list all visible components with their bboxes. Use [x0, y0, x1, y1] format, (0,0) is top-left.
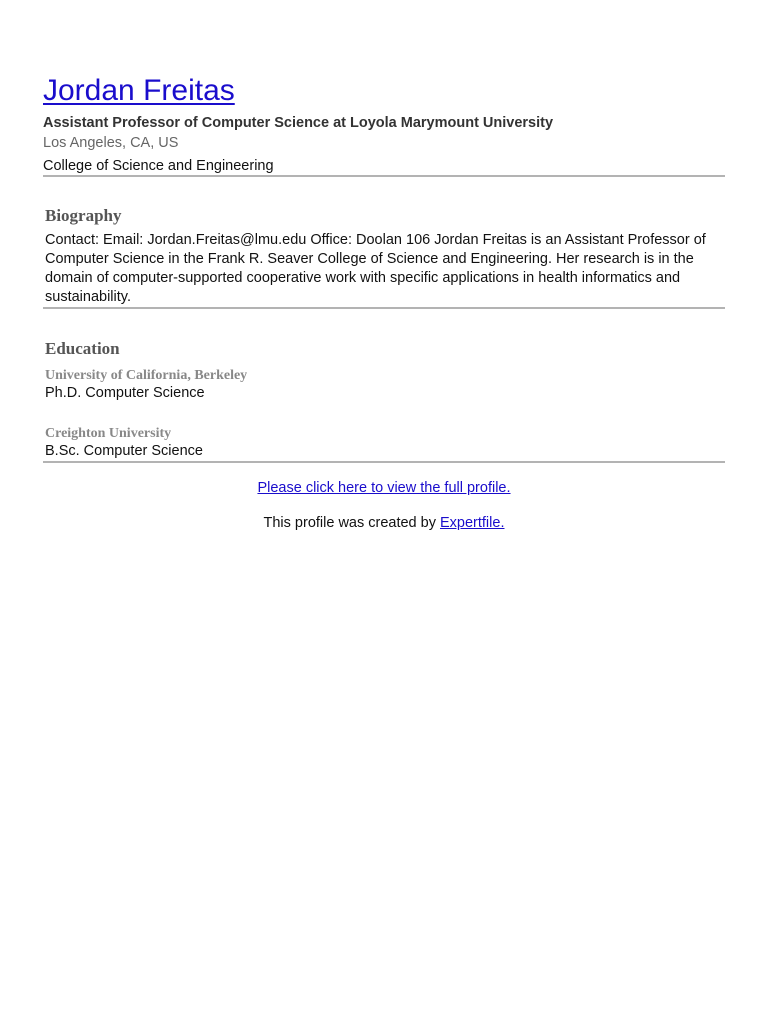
- education-degree: Ph.D. Computer Science: [45, 385, 205, 401]
- divider: [43, 307, 725, 309]
- divider: [43, 175, 725, 177]
- biography-heading: Biography: [45, 206, 122, 225]
- profile-title: Assistant Professor of Computer Science at Loyola Marymount University: [43, 115, 554, 131]
- created-by-row: [43, 514, 725, 532]
- profile-location: Los Angeles, CA, US: [43, 135, 179, 151]
- education-school: University of California, Berkeley: [45, 368, 248, 383]
- full-profile-row: [43, 479, 725, 497]
- created-by-text: This profile was created by: [263, 515, 440, 531]
- divider: [43, 461, 725, 463]
- education-school: Creighton University: [45, 426, 172, 441]
- profile-name-link[interactable]: Jordan Freitas: [43, 74, 235, 107]
- biography-text: Contact: Email: Jordan.Freitas@lmu.edu Office: Doolan 106 Jordan Freitas is an Assistant Professor of Computer Science in the Frank R. Seaver College of Science and Engineering. Her research is in the domain of computer-supported cooperative work with specific applications in health informatics and sustainability.: [45, 232, 706, 305]
- education-item: [45, 367, 725, 403]
- education-heading: Education: [45, 339, 120, 358]
- expertfile-link[interactable]: Expertfile.: [440, 515, 505, 531]
- profile-college: College of Science and Engineering: [43, 158, 274, 174]
- education-item: [45, 425, 725, 461]
- biography-section: [43, 206, 725, 307]
- education-degree: B.Sc. Computer Science: [45, 443, 203, 459]
- education-section: [43, 339, 725, 461]
- full-profile-link[interactable]: Please click here to view the full profile.: [257, 480, 511, 496]
